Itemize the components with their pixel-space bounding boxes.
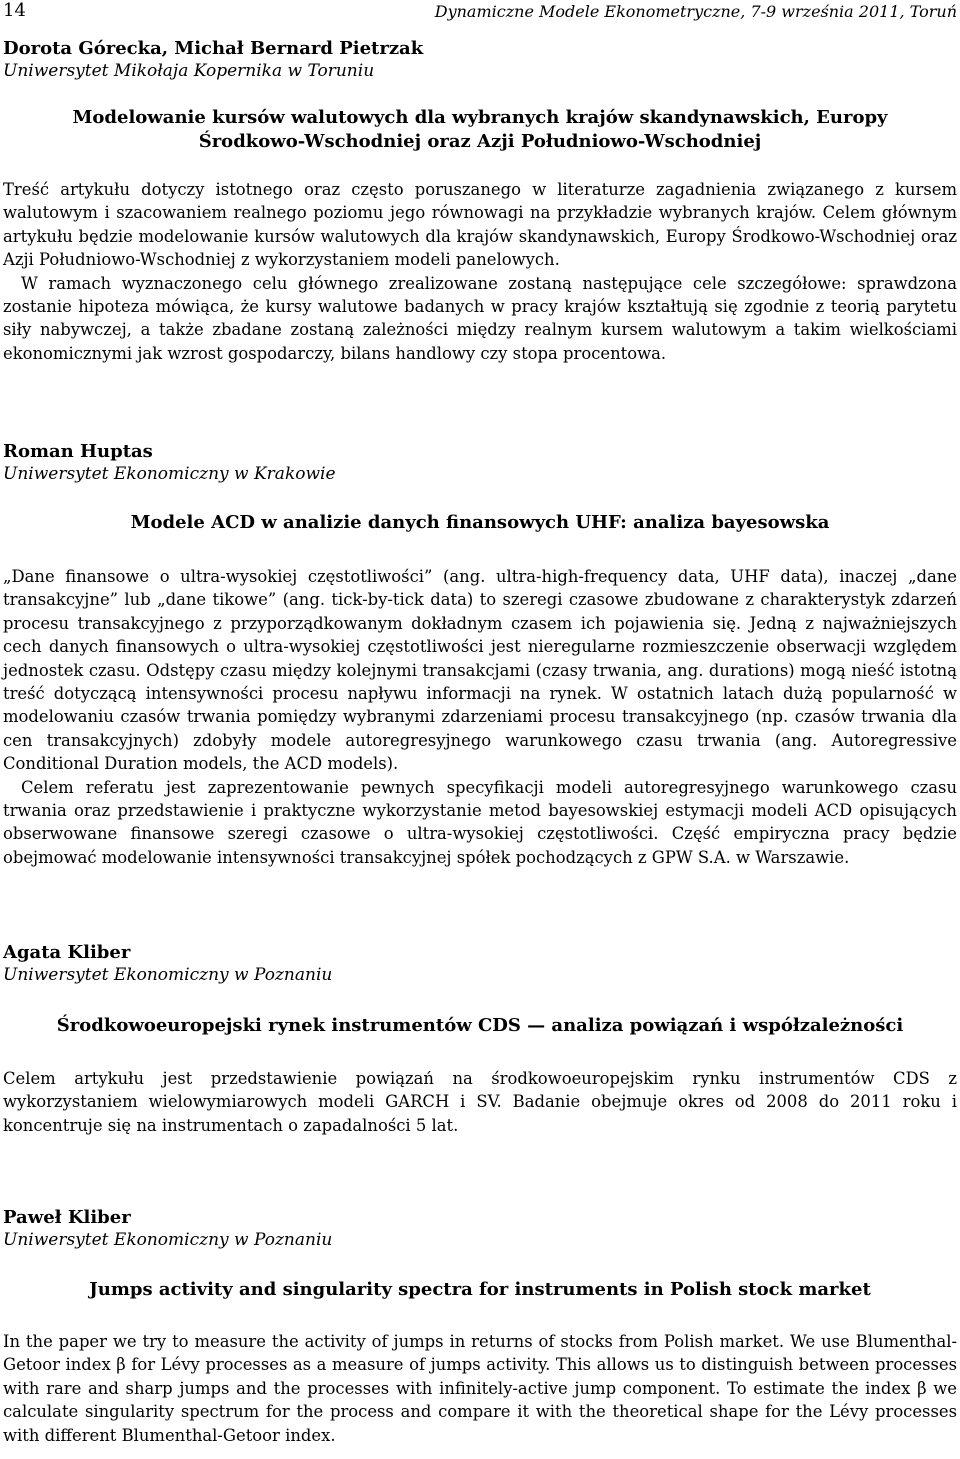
page-number: 14 (3, 0, 26, 21)
author-names: Dorota Górecka, Michał Bernard Pietrzak (3, 38, 424, 59)
abstract-paragraph: Celem artykułu jest przedstawienie powiązań na środkowoeuropejskim rynku instrumentów CDS z wykorzystaniem wielowymiarowych modeli GARCH i SV. Badanie obejmuje okres od 2008 do 2011 roku i koncentruje się na instrumentach o zapadalności 5 lat. (3, 1069, 957, 1135)
abstract-entry (3, 38, 957, 82)
abstract-entry (3, 942, 957, 986)
affiliation: Uniwersytet Ekonomiczny w Poznaniu (3, 965, 333, 985)
abstract-title: Jumps activity and singularity spectra for instruments in Polish stock market (89, 1279, 871, 1300)
abstract-body (3, 565, 957, 869)
abstract-body (3, 1330, 957, 1447)
abstract-paragraph: In the paper we try to measure the activity of jumps in returns of stocks from Polish market. We use Blumenthal-Getoor index β for Lévy processes as a measure of jumps activity. This allows us to distinguish between processes with rare and sharp jumps and the processes with infinitely-active jump component. To estimate the index β we calculate singularity spectrum for the process and compare it with the theoretical shape for the Lévy processes with different Blumenthal-Getoor index. (3, 1332, 957, 1445)
page-header (3, 0, 957, 26)
abstract-title-block (3, 511, 957, 535)
abstract-body (3, 1067, 957, 1137)
abstract-entry (3, 1207, 957, 1251)
author-names: Roman Huptas (3, 441, 153, 462)
abstract-entry (3, 441, 957, 485)
abstract-title: Środkowoeuropejski rynek instrumentów CDS — analiza powiązań i współzależności (56, 1015, 904, 1036)
author-names: Agata Kliber (3, 942, 131, 963)
abstract-paragraph: Treść artykułu dotyczy istotnego oraz często poruszanego w literaturze zagadnienia związanego z kursem walutowym i szacowaniem realnego poziomu jego równowagi na przykładzie wybranych krajów. Celem głównym artykułu będzie modelowanie kursów walutowych dla krajów skandynawskich, Europy Środkowo-Wschodniej oraz Azji Południowo-Wschodniej z wykorzystaniem modeli panelowych. (3, 180, 957, 270)
abstract-title-block (3, 1278, 957, 1302)
affiliation: Uniwersytet Ekonomiczny w Krakowie (3, 464, 336, 484)
abstract-paragraph: W ramach wyznaczonego celu głównego zrealizowane zostaną następujące cele szczegółowe: sprawdzona zostanie hipoteza mówiąca, że kursy walutowe badanych w pracy krajów kształtują się zgodnie z teorią parytetu siły nabywczej, a także zbadane zostaną zależności między realnym kursem walutowym a takim wielkościami ekonomicznymi jak wzrost gospodarczy, bilans handlowy czy stopa procentowa. (3, 273, 957, 363)
abstract-paragraph: Celem referatu jest zaprezentowanie pewnych specyfikacji modeli autoregresyjnego warunkowego czasu trwania oraz przedstawienie i praktyczne wykorzystanie metod bayesowskiej estymacji modeli ACD opisujących obserwowane finansowe szeregi czasowe o ultra-wysokiej częstotliwości. Część empiryczna pracy będzie obejmować modelowanie intensywności transakcyjnej spółek pochodzących z GPW S.A. w Warszawie. (3, 777, 957, 867)
abstract-title-block (3, 106, 957, 154)
affiliation: Uniwersytet Mikołaja Kopernika w Toruniu (3, 61, 375, 81)
abstract-title-continued: Środkowo-Wschodniej oraz Azji Południowo-Wschodniej (198, 131, 762, 152)
abstract-body (3, 178, 957, 365)
abstract-title: Modele ACD w analizie danych finansowych UHF: analiza bayesowska (130, 512, 830, 533)
affiliation: Uniwersytet Ekonomiczny w Poznaniu (3, 1230, 333, 1250)
running-title: Dynamiczne Modele Ekonometryczne, 7-9 września 2011, Toruń (434, 2, 957, 21)
author-names: Paweł Kliber (3, 1207, 131, 1228)
abstract-title-block (3, 1014, 957, 1038)
abstract-paragraph: „Dane finansowe o ultra-wysokiej częstotliwości” (ang. ultra-high-frequency data, UHF data), inaczej „dane transakcyjne” lub „dane tikowe” (ang. tick-by-tick data) to szeregi czasowe zbudowane z charakterystyk zdarzeń procesu transakcyjnego z przyporządkowanym dokładnym czasem ich pojawienia się. Jedną z najważniejszych cech danych finansowych o ultra-wysokiej częstotliwości jest nieregularne rozmieszczenie obserwacji względem jednostek czasu. Odstępy czasu między kolejnymi transakcjami (czasy trwania, ang. durations) mogą nieść istotną treść dotyczącą intensywności procesu napływu informacji na rynek. W ostatnich latach dużą popularność w modelowaniu czasów trwania pomiędzy wybranymi zdarzeniami procesu transakcyjnego (np. czasów trwania dla cen transakcyjnych) zdobyły modele autoregresyjnego warunkowego czasu trwania (ang. Autoregressive Conditional Duration models, the ACD models). (3, 567, 957, 774)
abstract-title: Modelowanie kursów walutowych dla wybranych krajów skandynawskich, Europy (72, 107, 888, 128)
